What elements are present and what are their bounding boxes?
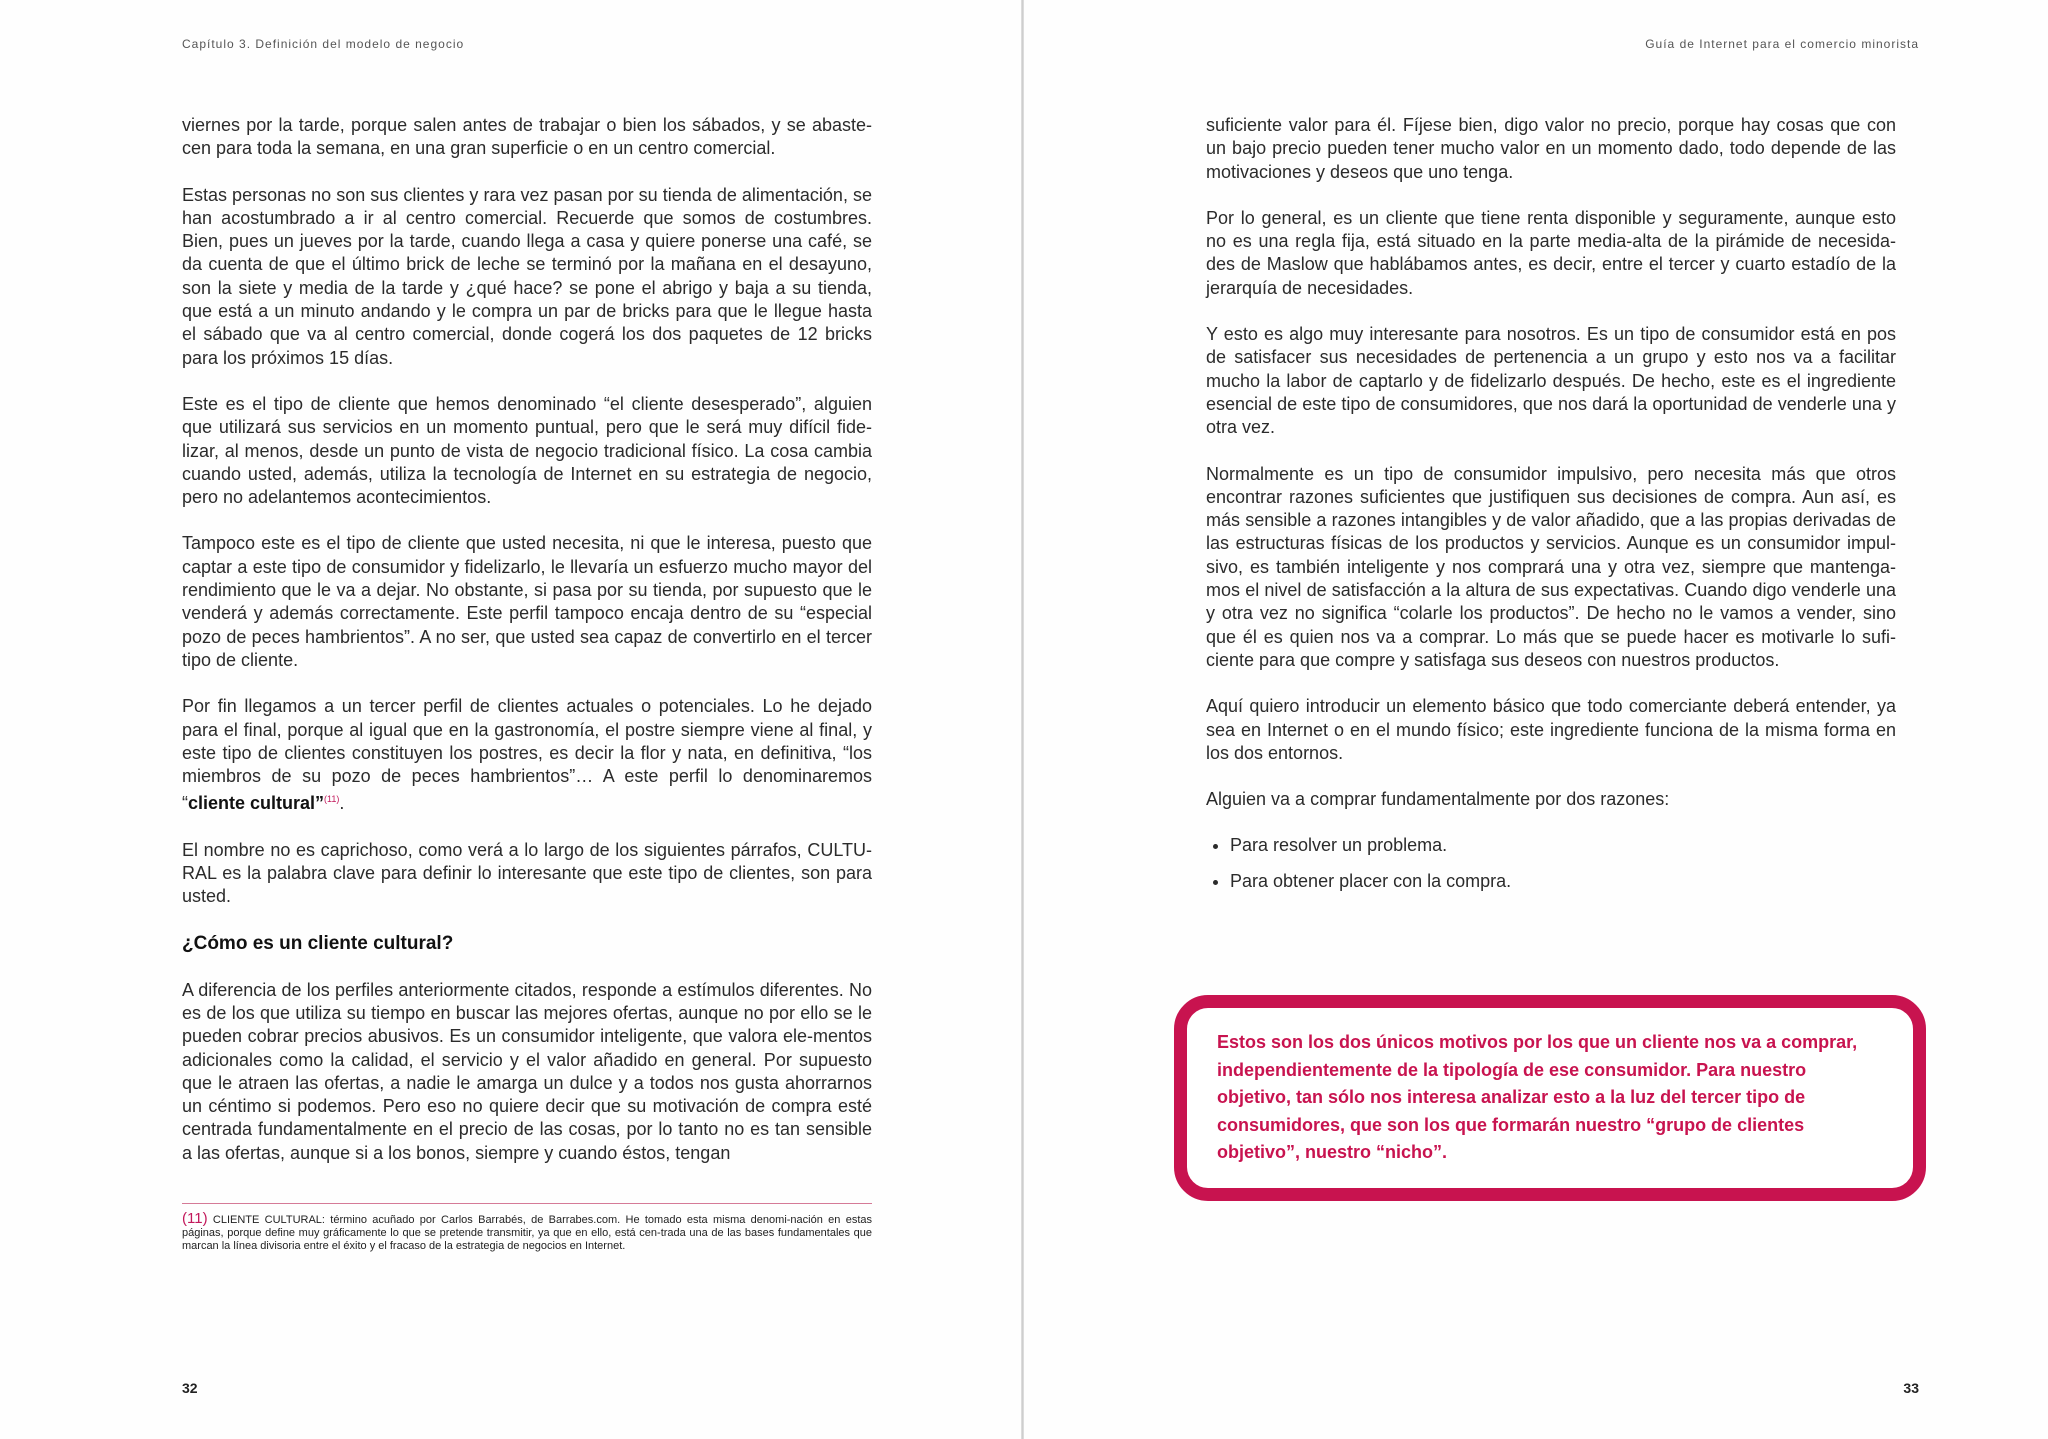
highlight-callout-box — [1174, 995, 1926, 1201]
paragraph: A diferencia de los perfiles anteriormente citados, responde a estímulos diferentes. No es de los que utiliza su tiempo en buscar las mejores ofertas, aunque no por ello se le pueden cobrar precios abusivos. Es un consumidor inteligente, que valora ele-mentos adicionales como la calidad, el servicio y el valor añadido en general. Por supuesto que le atraen las ofertas, a nadie le amarga un dulce y a todos nos gusta ahorrarnos un céntimo si podemos. Pero eso no quiere decir que su motivación de compra esté centrada fundamentalmente en el precio de las cosas, por lo tanto no es tan sensible a las ofertas, aunque si a los bonos, siempre y cuando éstos, tengan — [182, 979, 872, 1163]
paragraph: suficiente valor para él. Fíjese bien, digo valor no precio, porque hay cosas que con un bajo precio pueden tener mucho valor en un momento dado, todo depende de las motivaciones y deseos que uno tenga. — [1206, 115, 1896, 182]
footnote-text: CLIENTE CULTURAL: término acuñado por Carlos Barrabés, de Barrabes.com. He tomado esta misma denomi-nación en estas páginas, porque define muy gráficamente lo que se pretende transmitir, ya que en ello, está cen-trada una de las bases fundamentales que marcan la línea divisoria entre el éxito y el fracaso de la estrategia de negocios en Internet. — [182, 1214, 872, 1252]
paragraph: viernes por la tarde, porque salen antes de trabajar o bien los sábados, y se abaste-cen para toda la semana, en una gran superficie o en un centro comercial. — [182, 115, 872, 159]
paragraph: Normalmente es un tipo de consumidor impulsivo, pero necesita más que otros encontrar razones suficientes que justifiquen sus decisiones de compra. Aun así, es más sensible a razones intangibles y de valor añadido, que a las propias derivadas de las estructuras físicas de los productos y servicios. Aunque es un consumidor impul-sivo, es también inteligente y nos comprará una y otra vez, siempre que mantenga-mos el nivel de satisfacción a la altura de sus expectativas. Cuando digo venderle una y otra vez no significa “colarle los productos”. De hecho no le vamos a vender, sino que él es quien nos va a comprar. Lo más que se puede hacer es motivarle lo sufi-ciente para que compre y satisfaga sus deseos con nuestros productos. — [1206, 463, 1896, 670]
paragraph: El nombre no es caprichoso, como verá a lo largo de los siguientes párrafos, CULTU-RAL es la palabra clave para definir lo interesante que este tipo de clientes, son para usted. — [182, 839, 872, 907]
page-number-left: 32 — [182, 1380, 198, 1396]
callout-text: Estos son los dos únicos motivos por los que un cliente nos va a comprar, independientemente de la tipología de ese consumidor. Para nuestro objetivo, tan sólo nos interesa analizar esto a la luz del tercer tipo de consumidores, que son los que formarán nuestro “grupo de clientes objetivo”, nuestro “nicho”. — [1217, 1032, 1858, 1162]
left-page — [0, 0, 1023, 1439]
reasons-list — [1206, 834, 1896, 893]
paragraph: Alguien va a comprar fundamentalmente por dos razones: — [1206, 789, 1670, 810]
footnote-divider — [182, 1203, 872, 1204]
paragraph: Y esto es algo muy interesante para nosotros. Es un tipo de consumidor está en pos de satisfacer sus necesidades de pertenencia a un grupo y esto nos va a facilitar mucho la labor de captarlo y de fidelizarlo después. De hecho, este es el ingrediente esencial de este tipo de consumidores, que nos dará la oportunidad de venderle una y otra vez. — [1206, 324, 1896, 438]
footnote-reference[interactable]: (11) — [324, 794, 340, 805]
left-text-column — [182, 114, 872, 1188]
paragraph: Aquí quiero introducir un elemento básico que todo comerciante deberá entender, ya sea en Internet o en el mundo físico; este ingrediente funciona de la misma forma en los dos entornos. — [1206, 696, 1896, 763]
closing-quote: ” — [315, 793, 325, 814]
footnote-number: (11) — [182, 1210, 208, 1227]
running-header-left: Capítulo 3. Definición del modelo de negocio — [182, 37, 465, 51]
right-text-column — [1206, 114, 1896, 905]
section-subheading: ¿Cómo es un cliente cultural? — [182, 932, 454, 954]
list-item: • Para resolver un problema. — [1230, 834, 1896, 857]
paragraph: Este es el tipo de cliente que hemos denominado “el cliente desesperado”, alguien que utilizará sus servicios en un momento puntual, pero que le será muy difícil fide-lizar, al menos, desde un punto de vista de negocio tradicional físico. La cosa cambia cuando usted, además, utiliza la tecnología de Internet en su estrategia de negocio, pero no adelantemos acontecimientos. — [182, 393, 872, 508]
right-page — [1024, 0, 2048, 1439]
paragraph-text: Por fin llegamos a un tercer perfil de clientes actuales o potenciales. Lo he dejado para el final, porque al igual que en la gastronomía, el postre siempre viene al final, y este tipo de clientes constituyen los postres, es decir la flor y nata, en definitiva, “los miembros de su pozo de peces hambrientos”… A este perfil lo denominaremos “ — [182, 696, 872, 814]
page-number-right: 33 — [1903, 1380, 1919, 1396]
paragraph: Estas personas no son sus clientes y rara vez pasan por su tienda de alimentación, se han acostumbrado a ir al centro comercial. Recuerde que somos de costumbres. Bien, pues un jueves por la tarde, cuando llega a casa y quiere ponerse una café, se da cuenta de que el último brick de leche se terminó por la mañana en el desayuno, son la siete y media de la tarde y ¿qué hace? se pone el abrigo y baja a su tienda, que está a un minuto andando y le compra un par de bricks para que le llegue hasta el sábado que va al centro comercial, donde cogerá los dos paquetes de 12 bricks para los próximos 15 días. — [182, 184, 872, 368]
running-header-right: Guía de Internet para el comercio minorista — [1645, 37, 1919, 51]
list-item: • Para obtener placer con la compra. — [1230, 870, 1896, 893]
period: . — [339, 793, 345, 814]
footnote — [182, 1212, 872, 1253]
paragraph-cliente-cultural — [182, 695, 872, 815]
paragraph: Tampoco este es el tipo de cliente que usted necesita, ni que le interesa, puesto que captar a este tipo de consumidor y fidelizarlo, le llevaría un esfuerzo mucho mayor del rendimiento que le va a dejar. No obstante, si pasa por su tienda, por supuesto que le venderá y además correctamente. Este perfil tampoco encaja dentro de su “especial pozo de peces hambrientos”. A no ser, que usted sea capaz de convertirlo en el tercer tipo de cliente. — [182, 533, 872, 670]
cliente-cultural-term: cliente cultural — [188, 793, 316, 814]
paragraph: Por lo general, es un cliente que tiene renta disponible y seguramente, aunque esto no es una regla fija, está situado en la parte media-alta de la pirámide de necesida-des de Maslow que hablábamos antes, es decir, entre el tercer y cuarto estadío de la jerarquía de necesidades. — [1206, 207, 1896, 298]
